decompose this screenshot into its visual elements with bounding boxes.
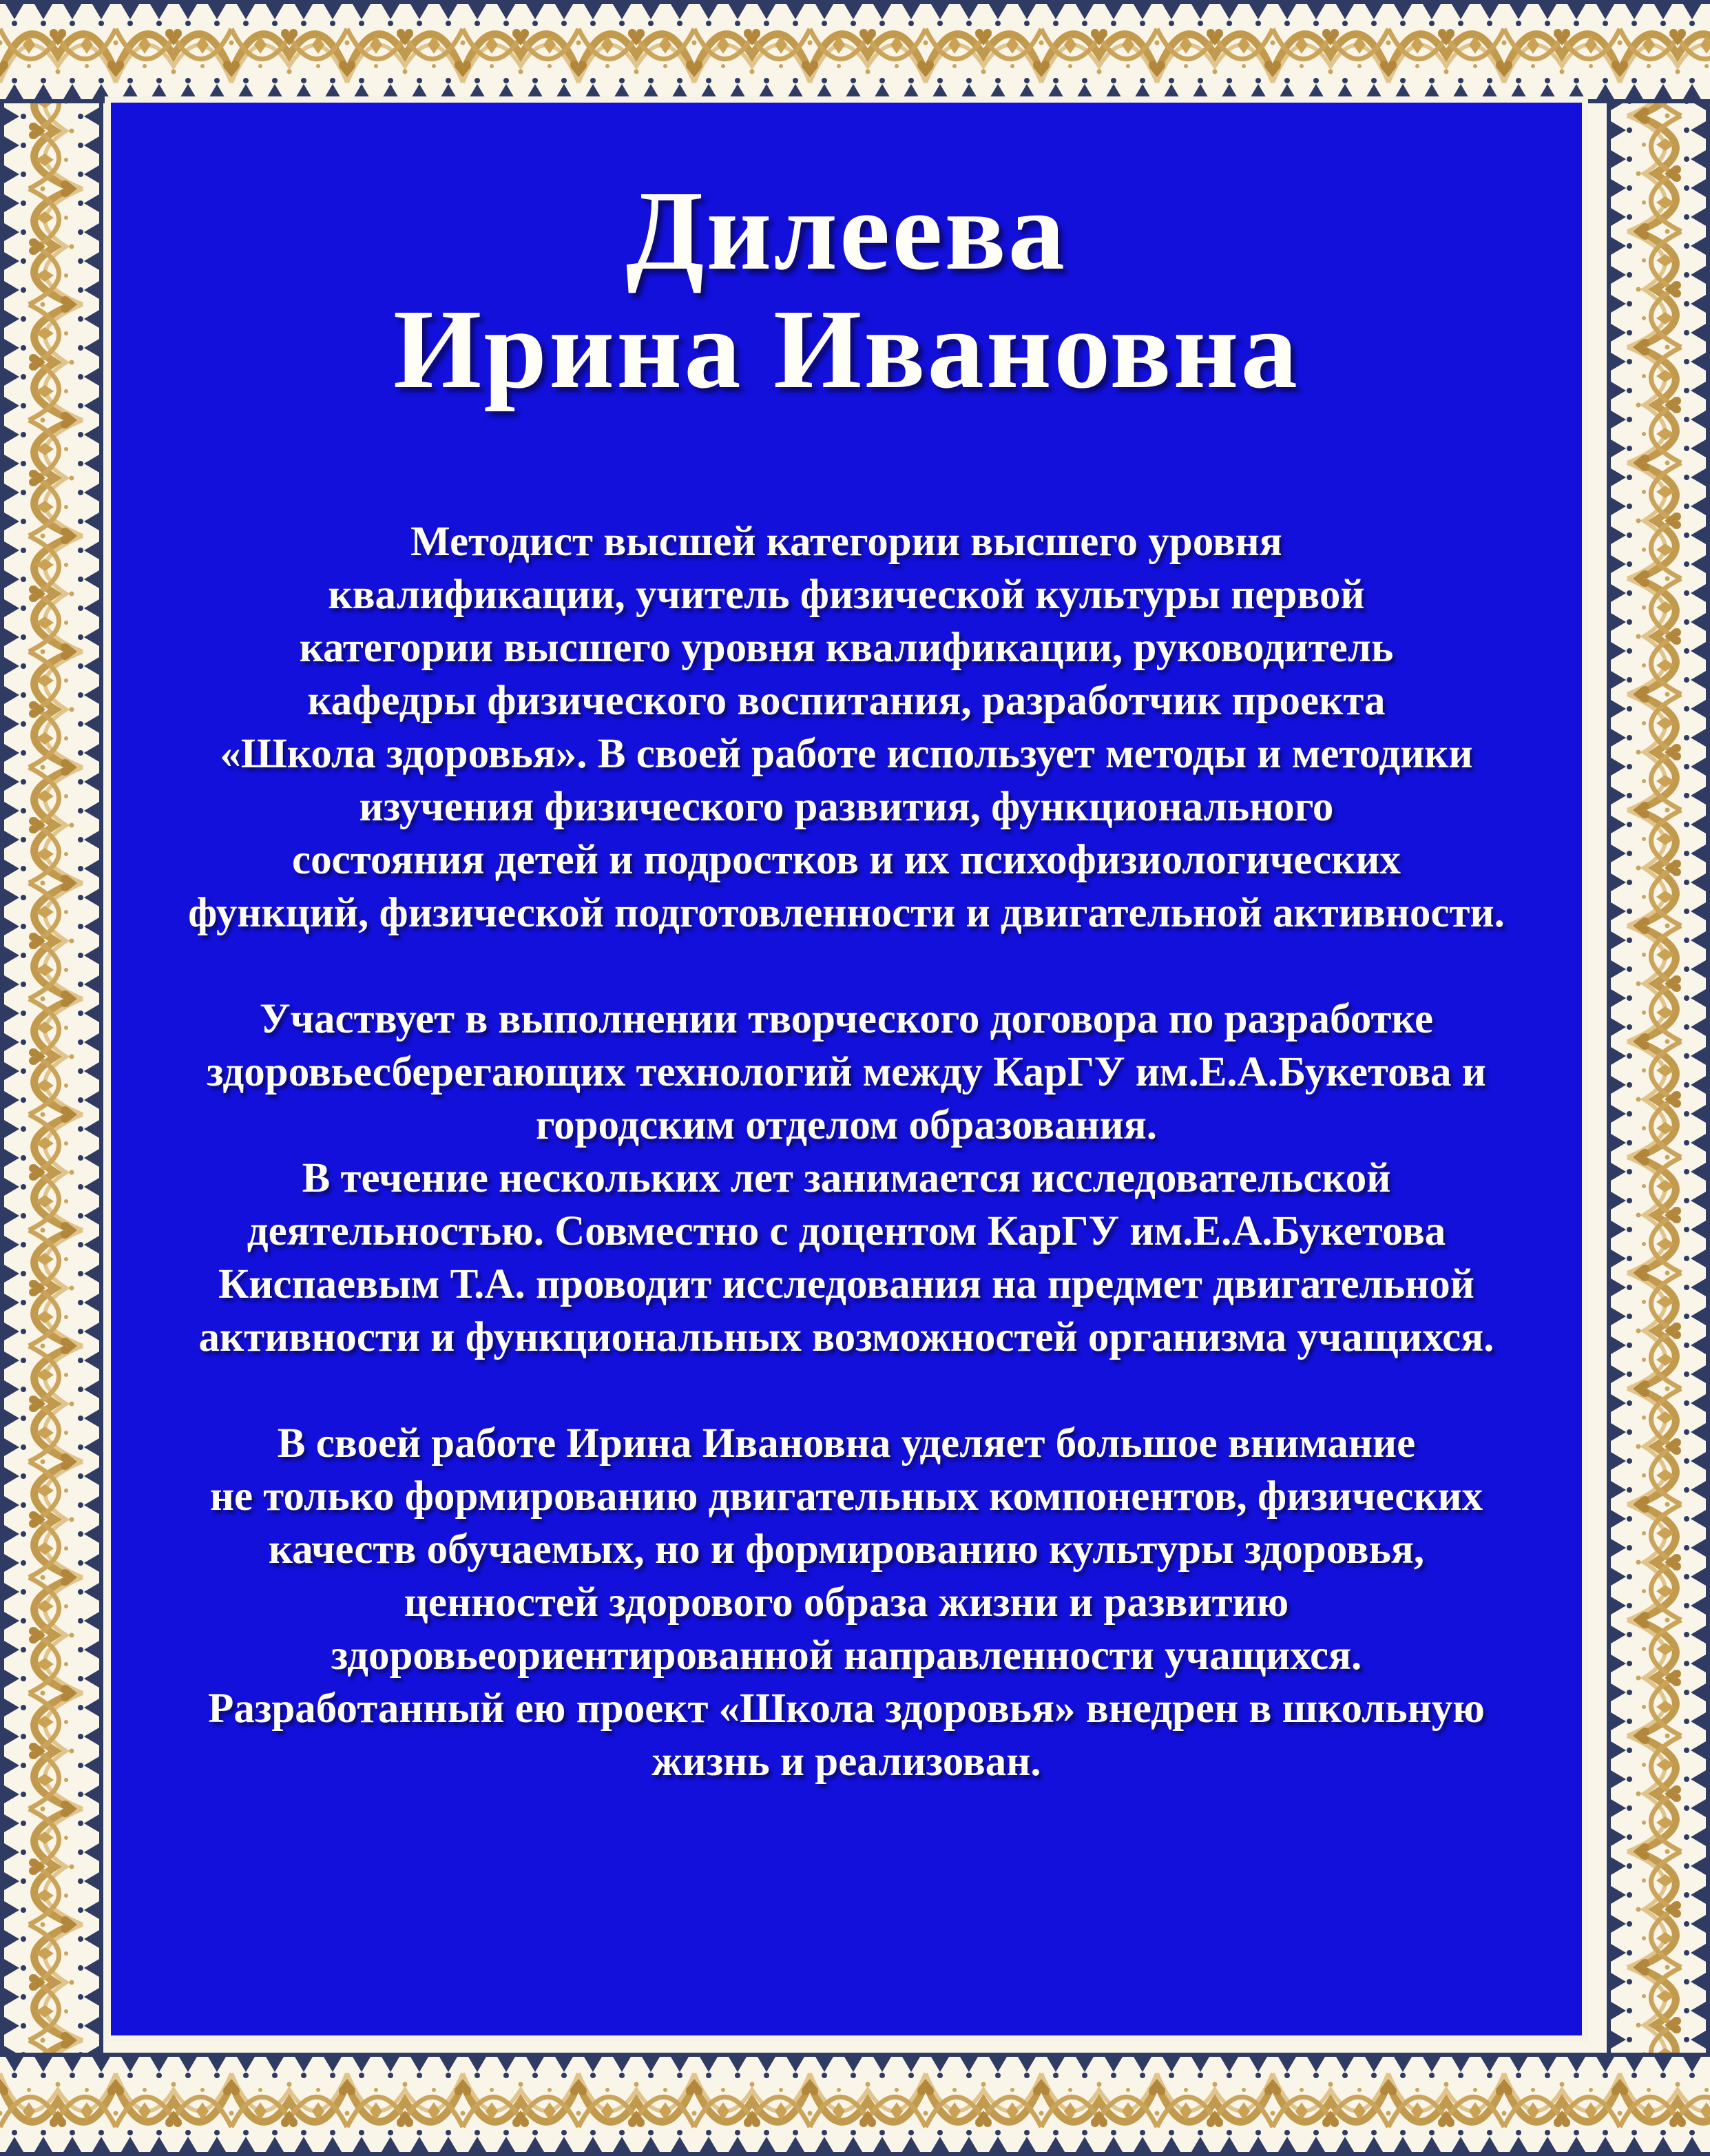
bio-line: не только формированию двигательных компонентов, физических (209, 1473, 1483, 1520)
bio-paragraph-qualification (111, 515, 1582, 940)
bio-line: Методист высшей категории высшего уровня (410, 519, 1282, 565)
bio-paragraph-research (111, 993, 1582, 1364)
bio-line: функций, физической подготовленности и двигательной активности. (188, 890, 1505, 936)
bio-line: здоровьесберегающих технологий между КарГУ им.Е.А.Букетова и (207, 1049, 1486, 1095)
bio-line: Киспаевым Т.А. проводит исследования на предмет двигательной (218, 1261, 1474, 1307)
bio-content (111, 103, 1582, 2035)
bio-line: жизнь и реализован. (651, 1739, 1041, 1785)
bio-line: В своей работе Ирина Ивановна уделяет большое внимание (277, 1420, 1416, 1466)
bio-paragraph-health-school (111, 1417, 1582, 1788)
bio-line: ценностей здорового образа жизни и развитию (404, 1579, 1289, 1626)
bio-line: В течение нескольких лет занимается исследовательской (302, 1155, 1391, 1201)
bio-line: квалификации, учитель физической культуры первой (328, 572, 1365, 618)
bio-line: категории высшего уровня квалификации, руководитель (299, 625, 1394, 671)
bio-line: «Школа здоровья». В своей работе использует методы и методики (220, 731, 1473, 777)
bio-card (105, 96, 1588, 2042)
person-surname: Дилеева (625, 167, 1067, 293)
page-title (111, 167, 1582, 412)
bio-line: кафедры физического воспитания, разработчик проекта (307, 678, 1386, 724)
bio-line: изучения физического развития, функционального (359, 784, 1334, 830)
bio-line: активности и функциональных возможностей организма учащихся. (198, 1314, 1494, 1360)
bio-line: здоровьеориентированной направленности учащихся. (331, 1632, 1362, 1679)
bio-line: состояния детей и подростков и их психофизиологических (292, 837, 1401, 883)
bio-line: качеств обучаемых, но и формированию культуры здоровья, (268, 1526, 1425, 1573)
bio-text (111, 515, 1582, 1788)
bio-line: деятельностью. Совместно с доцентом КарГУ им.Е.А.Букетова (247, 1208, 1446, 1254)
bio-line: городским отделом образования. (535, 1102, 1158, 1148)
bio-line: Разработанный ею проект «Школа здоровья» внедрен в школьную (208, 1686, 1485, 1732)
person-name-patronymic: Ирина Ивановна (393, 286, 1300, 412)
bio-line: Участвует в выполнении творческого договора по разработке (259, 996, 1434, 1042)
